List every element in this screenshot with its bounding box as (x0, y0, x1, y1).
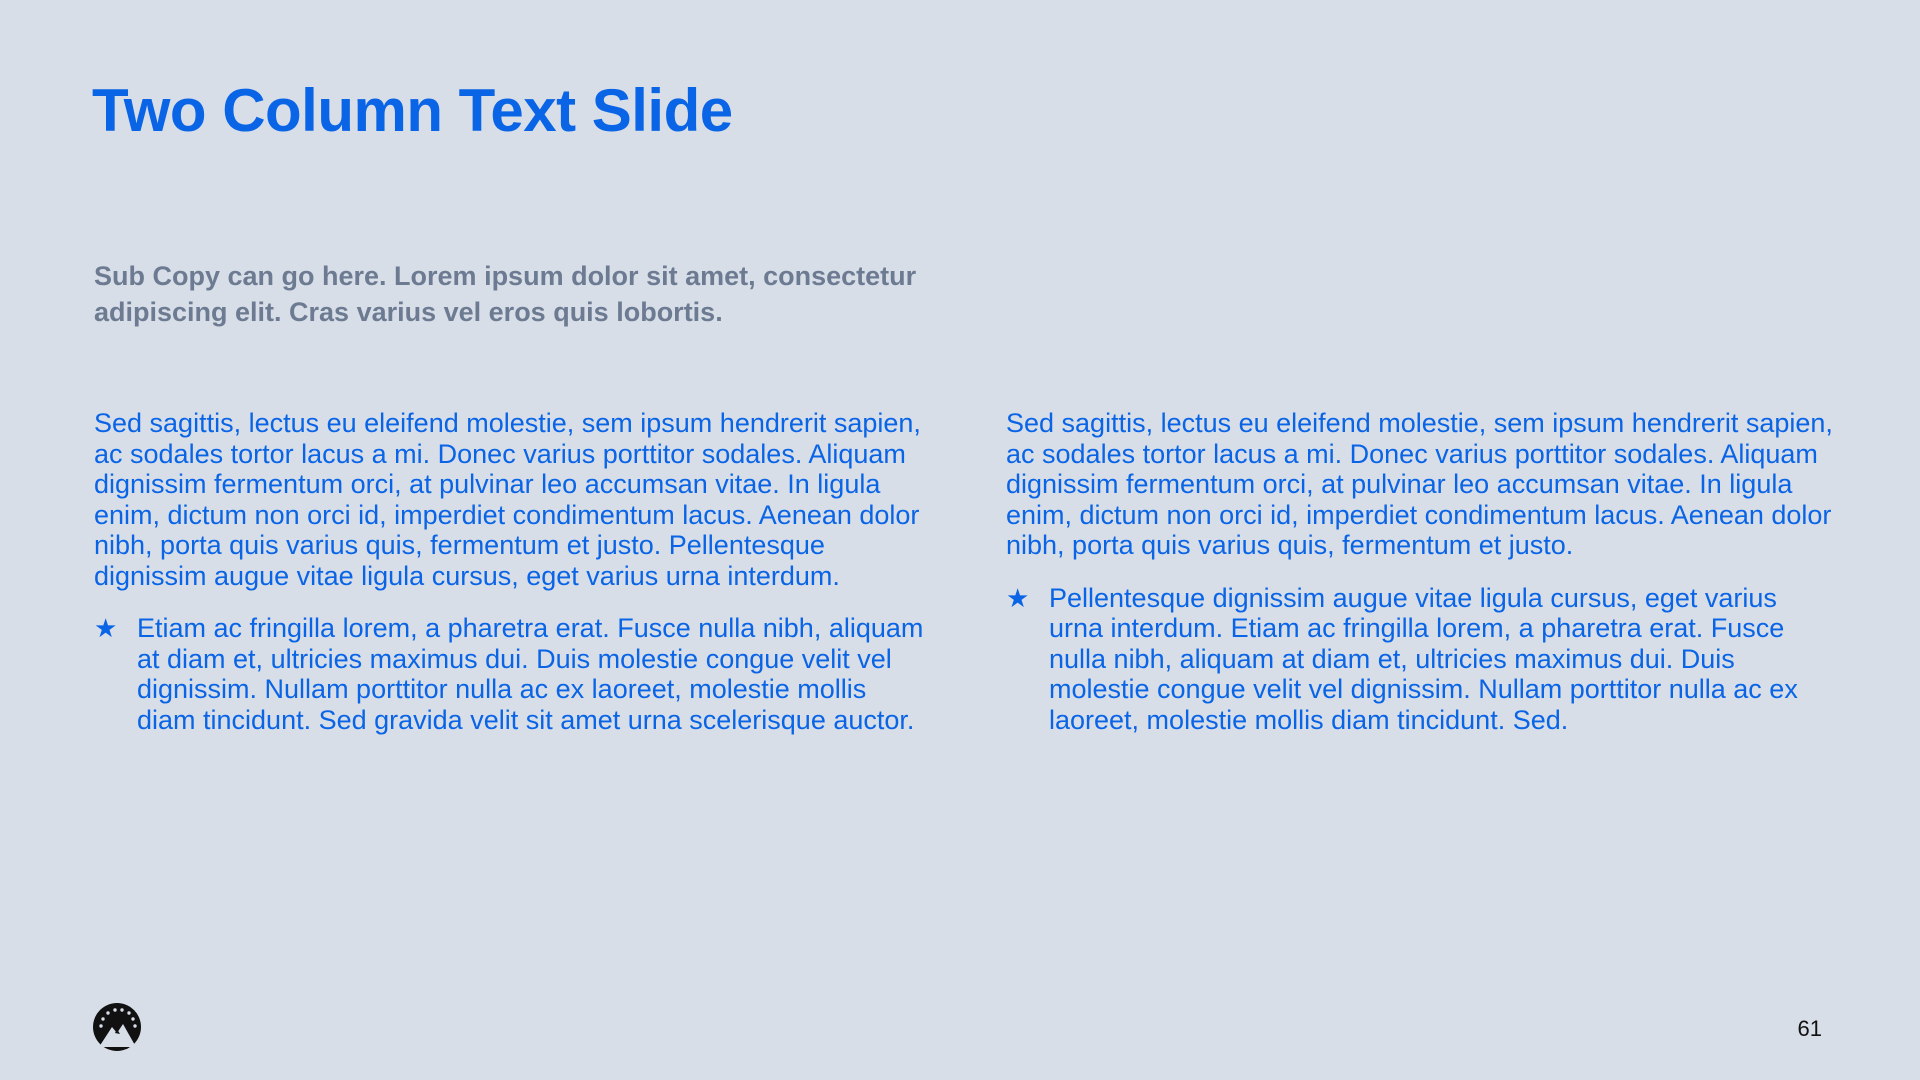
slide-title: Two Column Text Slide (92, 77, 733, 144)
mountain-star-logo-icon (92, 1002, 142, 1052)
right-bullet-item (1006, 583, 1836, 736)
right-text-column (1006, 408, 1836, 735)
star-bullet-icon: ★ (94, 613, 118, 643)
page-number: 61 (1797, 1016, 1822, 1041)
left-text-column (94, 408, 924, 735)
right-paragraph: Sed sagittis, lectus eu eleifend molestie, sem ipsum hendrerit sapien, ac sodales tortor lacus a mi. Donec varius porttitor sodales. Aliquam dignissim fermentum orci, at pulvinar leo accumsan vitae. In ligula enim, dictum non orci id, imperdiet condimentum lacus. Aenean dolor nibh, porta quis varius quis, fermentum et justo. (1006, 408, 1833, 560)
left-bullet-item (94, 613, 924, 735)
right-bullet-text: Pellentesque dignissim augue vitae ligula cursus, eget varius urna interdum. Etiam ac fringilla lorem, a pharetra erat. Fusce nulla nibh, aliquam at diam et, ultricies maximus dui. Duis molestie congue velit vel dignissim. Nullam porttitor nulla ac ex laoreet, molestie mollis diam tincidunt. Sed. (1049, 582, 1798, 735)
star-bullet-icon: ★ (1006, 582, 1030, 613)
sub-copy: Sub Copy can go here. Lorem ipsum dolor sit amet, consectetur adipiscing elit. Cras varius vel eros quis lobortis. (94, 261, 917, 327)
left-bullet-text: Etiam ac fringilla lorem, a pharetra erat. Fusce nulla nibh, aliquam at diam et, ultricies maximus dui. Duis molestie congue velit vel dignissim. Nullam porttitor nulla ac ex laoreet, molestie mollis diam tincidunt. Sed gravida velit sit amet urna scelerisque auctor. (137, 613, 924, 735)
left-paragraph: Sed sagittis, lectus eu eleifend molestie, sem ipsum hendrerit sapien, ac sodales tortor lacus a mi. Donec varius porttitor sodales. Aliquam dignissim fermentum orci, at pulvinar leo accumsan vitae. In ligula enim, dictum non orci id, imperdiet condimentum lacus. Aenean dolor nibh, porta quis varius quis, fermentum et justo. Pellentesque dignissim augue vitae ligula cursus, eget varius urna interdum. (94, 408, 921, 591)
